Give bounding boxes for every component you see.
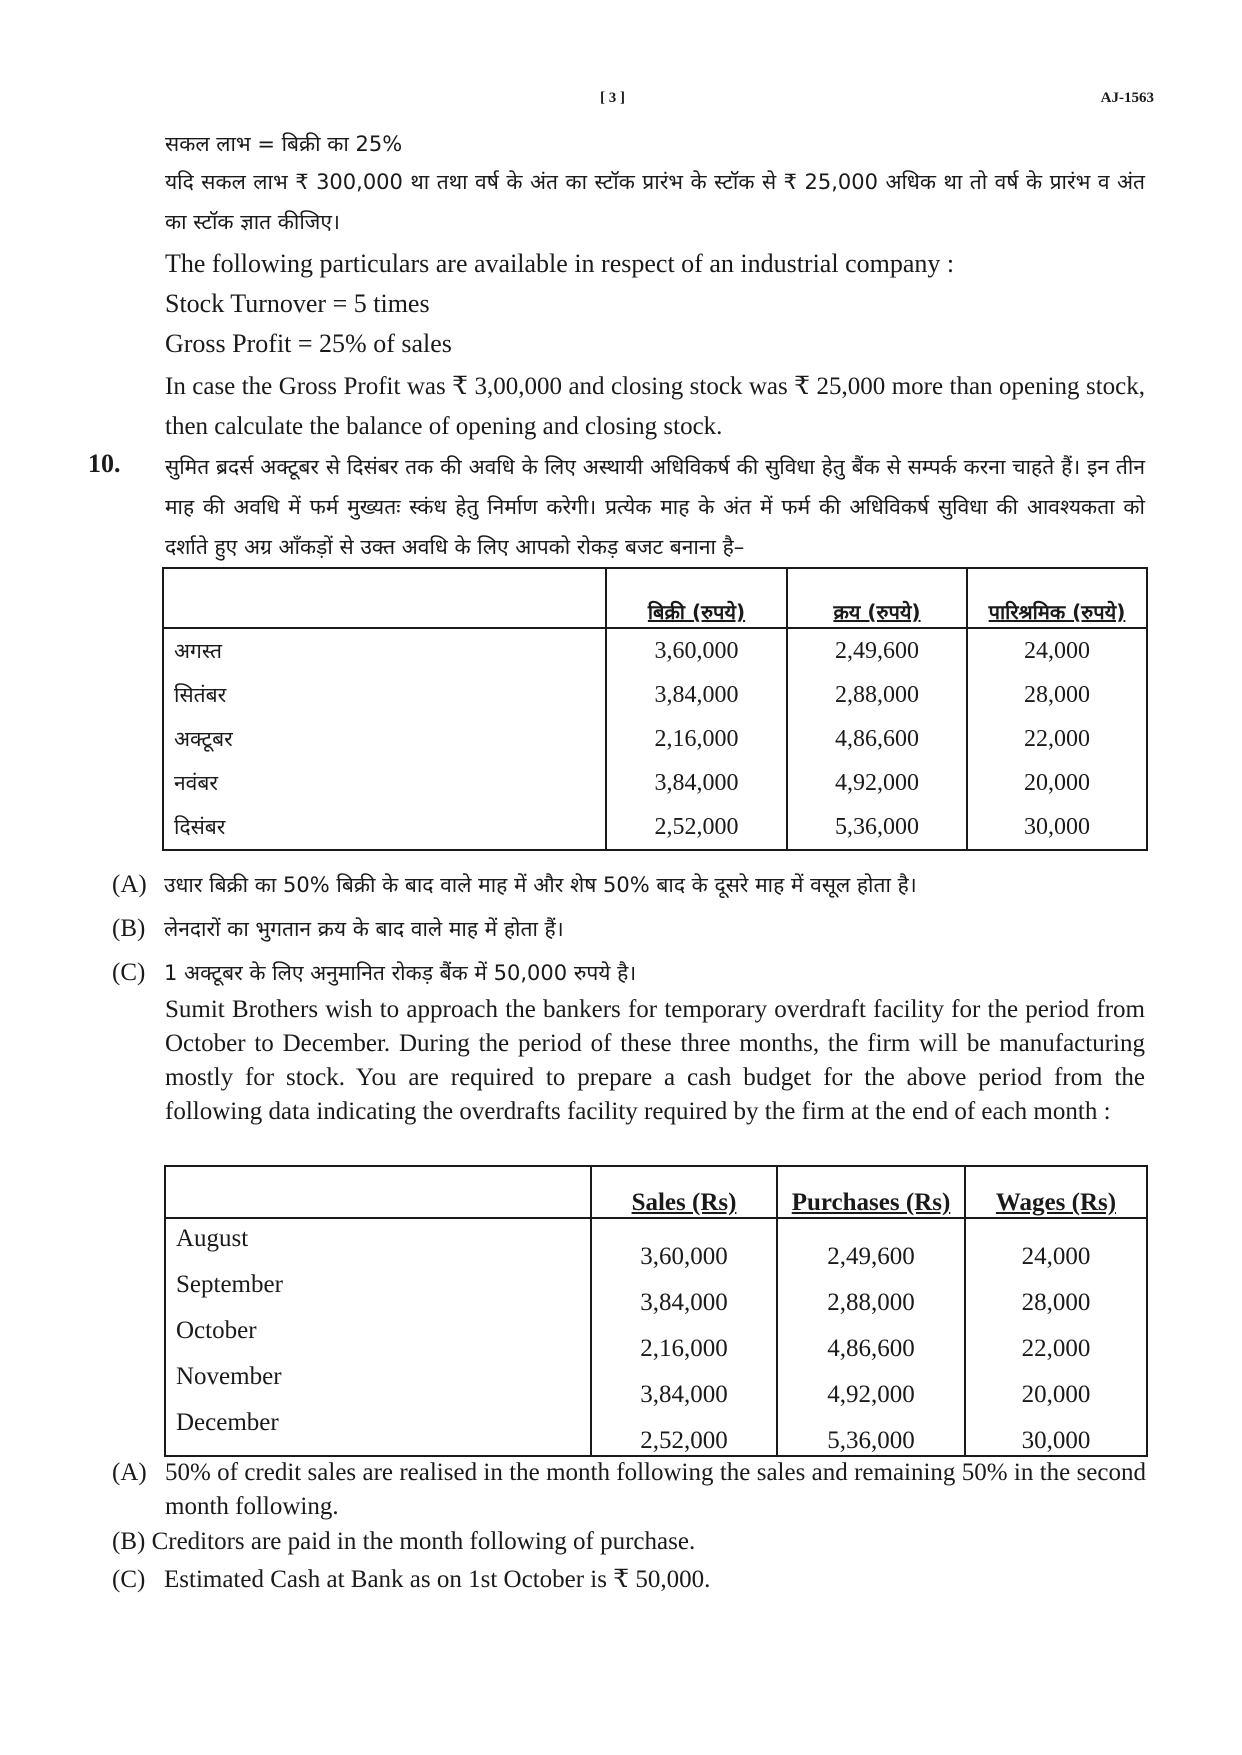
q9-hi-question: यदि सकल लाभ ₹ 300,000 था तथा वर्ष के अंत का स्टॉक प्रारंभ के स्टॉक से ₹ 25,000 अधिक था तो वर्ष के प्रारंभ व अंत का स्टॉक ज्ञात कीजिए। bbox=[165, 170, 1145, 234]
note-label: (C) bbox=[112, 959, 146, 986]
table-row bbox=[163, 673, 1147, 717]
page-number: [ 3 ] bbox=[600, 90, 625, 106]
row-purchases: 2,49,600 bbox=[787, 628, 967, 673]
q9-en-intro: The following particulars are available in respect of an industrial company : bbox=[165, 249, 955, 278]
row-sales: 2,16,000 bbox=[606, 717, 787, 761]
row-purchases: 4,86,600 bbox=[787, 717, 967, 761]
table-header-purchases: Purchases (Rs) bbox=[777, 1166, 965, 1218]
row-sales: 3,84,000 bbox=[591, 1363, 777, 1409]
row-purchases: 4,92,000 bbox=[787, 761, 967, 805]
table-header-sales: Sales (Rs) bbox=[591, 1166, 777, 1218]
row-month: दिसंबर bbox=[163, 805, 606, 850]
table-row bbox=[165, 1409, 1147, 1456]
note-text: 1 अक्टूबर के लिए अनुमानित रोकड़ बैंक में 50,000 रुपये है। bbox=[164, 961, 637, 985]
row-sales: 3,60,000 bbox=[606, 628, 787, 673]
table-row bbox=[163, 628, 1147, 673]
q9-en-gross-profit: Gross Profit = 25% of sales bbox=[165, 329, 452, 358]
row-sales: 3,60,000 bbox=[591, 1218, 777, 1271]
row-wages: 22,000 bbox=[965, 1317, 1147, 1363]
table-row bbox=[165, 1317, 1147, 1363]
q9-hi-gross-profit-line: सकल लाभ = बिक्री का 25% bbox=[165, 132, 403, 156]
en-note-b bbox=[112, 1525, 695, 1559]
row-month: August bbox=[165, 1218, 591, 1271]
q10-hi-question: सुमित ब्रदर्स अक्टूबर से दिसंबर तक की अवधि के लिए अस्थायी अधिविकर्ष की सुविधा हेतु बैंक से सम्पर्क करना चाहते हैं। इन तीन माह की अवधि में फर्म मुख्यतः स्कंध हेतु निर्माण करेगी। प्रत्येक माह के अंत में फर्म की अधिविकर्ष सुविधा की आवश्यकता को दर्शाते हुए अग्र आँकड़ों से उक्त अवधि के लिए आपको रोकड़ बजट बनाना है– bbox=[165, 455, 1145, 559]
note-text: Estimated Cash at Bank as on 1st October is ₹ 50,000. bbox=[164, 1566, 711, 1593]
hi-note-c bbox=[112, 956, 636, 990]
paper-code: AJ-1563 bbox=[1100, 90, 1154, 106]
hindi-data-table bbox=[162, 567, 1148, 851]
row-month: नवंबर bbox=[163, 761, 606, 805]
note-label: (A) bbox=[112, 1459, 147, 1486]
table-row bbox=[165, 1271, 1147, 1317]
table-header-row bbox=[163, 568, 1147, 628]
row-sales: 3,84,000 bbox=[606, 673, 787, 717]
row-wages: 30,000 bbox=[967, 805, 1147, 850]
row-month: October bbox=[165, 1317, 591, 1363]
question-number: 10. bbox=[88, 449, 121, 478]
table-row bbox=[163, 761, 1147, 805]
row-wages: 22,000 bbox=[967, 717, 1147, 761]
table-header-sales: बिक्री (रुपये) bbox=[606, 568, 787, 628]
note-text: 50% of credit sales are realised in the month following the sales and remaining 50% in the second month following. bbox=[165, 1459, 1146, 1520]
table-row bbox=[165, 1218, 1147, 1271]
row-wages: 30,000 bbox=[965, 1409, 1147, 1456]
row-purchases: 2,88,000 bbox=[787, 673, 967, 717]
row-wages: 20,000 bbox=[967, 761, 1147, 805]
note-label: (B) bbox=[112, 1528, 146, 1555]
table-row bbox=[165, 1363, 1147, 1409]
row-wages: 28,000 bbox=[965, 1271, 1147, 1317]
row-sales: 2,52,000 bbox=[606, 805, 787, 850]
table-header-row bbox=[165, 1166, 1147, 1218]
row-sales: 2,16,000 bbox=[591, 1317, 777, 1363]
row-wages: 20,000 bbox=[965, 1363, 1147, 1409]
row-sales: 3,84,000 bbox=[591, 1271, 777, 1317]
table-row bbox=[163, 717, 1147, 761]
row-month: सितंबर bbox=[163, 673, 606, 717]
row-wages: 28,000 bbox=[967, 673, 1147, 717]
note-label: (B) bbox=[112, 915, 146, 942]
note-text: उधार बिक्री का 50% बिक्री के बाद वाले माह में और शेष 50% बाद के दूसरे माह में वसूल होता है। bbox=[164, 873, 917, 897]
note-text: लेनदारों का भुगतान क्रय के बाद वाले माह में होता हैं। bbox=[164, 917, 564, 941]
row-purchases: 4,92,000 bbox=[777, 1363, 965, 1409]
table-header-blank bbox=[165, 1166, 591, 1218]
english-data-table bbox=[164, 1165, 1148, 1457]
table-header-blank bbox=[163, 568, 606, 628]
row-month: December bbox=[165, 1409, 591, 1456]
row-sales: 2,52,000 bbox=[591, 1409, 777, 1456]
row-purchases: 5,36,000 bbox=[777, 1409, 965, 1456]
en-note-c bbox=[112, 1563, 710, 1597]
row-month: अगस्त bbox=[163, 628, 606, 673]
table-header-wages: Wages (Rs) bbox=[965, 1166, 1147, 1218]
row-month: November bbox=[165, 1363, 591, 1409]
row-wages: 24,000 bbox=[965, 1218, 1147, 1271]
row-month: September bbox=[165, 1271, 591, 1317]
note-label: (A) bbox=[112, 871, 147, 898]
table-header-wages: पारिश्रमिक (रुपये) bbox=[967, 568, 1147, 628]
note-text: Creditors are paid in the month following of purchase. bbox=[151, 1528, 696, 1555]
row-sales: 3,84,000 bbox=[606, 761, 787, 805]
hi-note-b bbox=[112, 912, 564, 946]
q9-en-stock-turnover: Stock Turnover = 5 times bbox=[165, 289, 430, 318]
hi-note-a bbox=[112, 868, 917, 902]
note-label: (C) bbox=[112, 1566, 146, 1593]
row-purchases: 2,88,000 bbox=[777, 1271, 965, 1317]
table-row bbox=[163, 805, 1147, 850]
row-purchases: 5,36,000 bbox=[787, 805, 967, 850]
q9-en-question: In case the Gross Profit was ₹ 3,00,000 and closing stock was ₹ 25,000 more than opening stock, then calculate the balance of opening and closing stock. bbox=[165, 373, 1145, 440]
row-wages: 24,000 bbox=[967, 628, 1147, 673]
q10-en-question: Sumit Brothers wish to approach the bankers for temporary overdraft facility for the period from October to December. During the period of these three months, the firm will be manufacturing mostly for stock. You are required to prepare a cash budget for the above period from the following data indicating the overdrafts facility required by the firm at the end of each month : bbox=[165, 996, 1145, 1125]
table-header-purchases: क्रय (रुपये) bbox=[787, 568, 967, 628]
row-purchases: 2,49,600 bbox=[777, 1218, 965, 1271]
en-note-a bbox=[112, 1456, 1146, 1524]
row-purchases: 4,86,600 bbox=[777, 1317, 965, 1363]
row-month: अक्टूबर bbox=[163, 717, 606, 761]
